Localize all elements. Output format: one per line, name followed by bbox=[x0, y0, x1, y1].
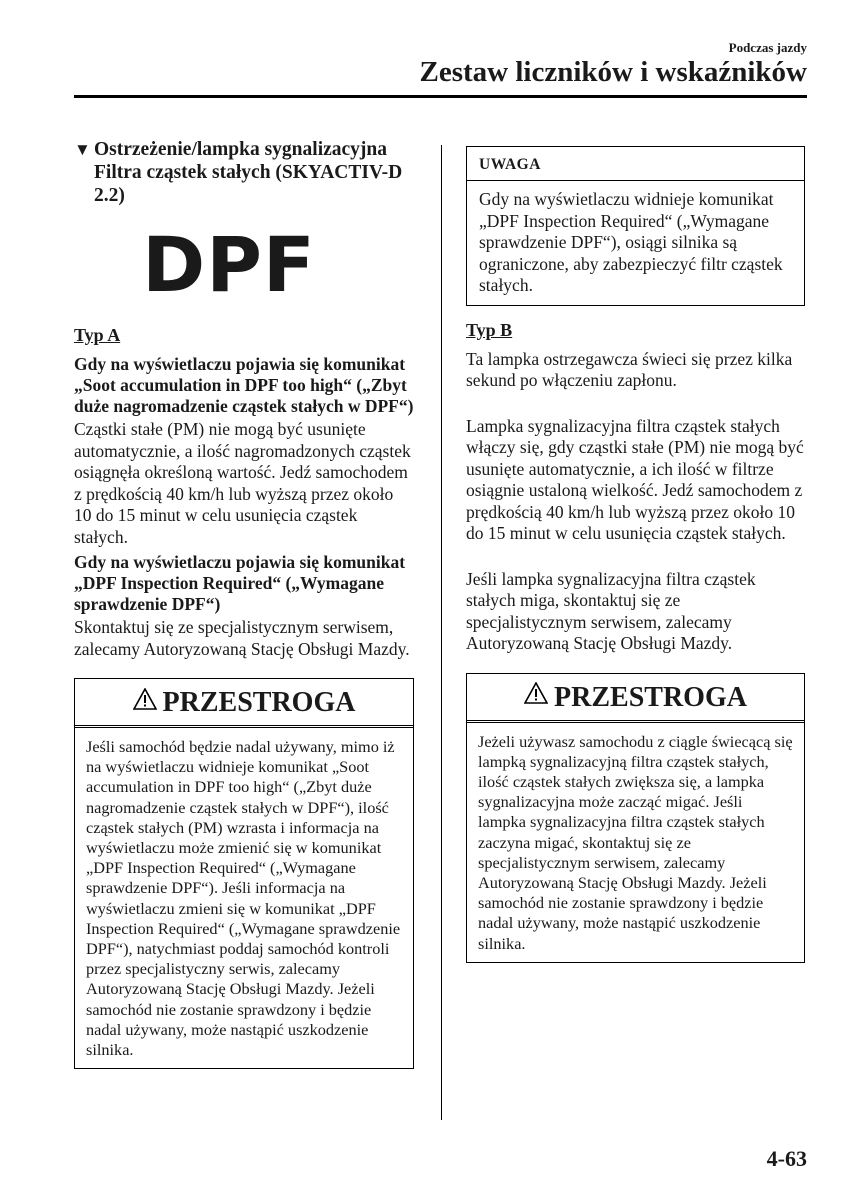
typ-a-label: Typ A bbox=[74, 325, 121, 345]
caution-box-right bbox=[466, 673, 805, 963]
header-rule bbox=[74, 95, 807, 98]
paragraph-blinking: Jeśli lampka sygnalizacyjna filtra cząstek stałych miga, skontaktuj się ze specjalistycznym serwisem, zalecamy Autoryzowaną Stację Obsługi Mazdy. bbox=[466, 568, 756, 653]
note-text: Gdy na wyświetlaczu widnieje komunikat „DPF Inspection Required“ („Wymagane sprawdzenie DPF“), osiągi silnika są ograniczone, aby zabezpieczyć filtr cząstek stałych. bbox=[479, 189, 783, 295]
heading-text: Ostrzeżenie/lampka sygnalizacyjna Filtra cząstek stałych (SKYACTIV-D 2.2) bbox=[94, 139, 403, 206]
section-heading bbox=[74, 138, 414, 207]
left-column bbox=[74, 138, 414, 1069]
spacer bbox=[466, 396, 805, 416]
caution-text: Jeżeli używasz samochodu z ciągle świecącą się lampką sygnalizacyjną filtra cząstek stałych, ilość cząstek stałych zwiększa się, a lampka sygnalizacyjna może zacząć migać. Jeśli lampka sygnalizacyjna filtra cząstek stałych zaczyna migać, skontaktuj się ze specjalistycznym serwisem, zalecamy Autoryzowaną Stację Obsługi Mazdy. Jeżeli samochód nie zostanie sprawdzony i będzie nadal używany, może nastąpić uszkodzenie silnika. bbox=[478, 731, 793, 953]
page-number: 4-63 bbox=[766, 1146, 807, 1171]
right-column bbox=[466, 146, 805, 963]
note-box bbox=[466, 146, 805, 306]
caution-title: PRZESTROGA bbox=[162, 687, 356, 718]
triangle-bullet-icon: ▼ bbox=[74, 140, 91, 159]
section-label: Podczas jazdy bbox=[728, 40, 807, 55]
dpf-symbol: DPF bbox=[142, 220, 316, 309]
caution-header bbox=[75, 679, 413, 728]
note-title: UWAGA bbox=[467, 147, 804, 181]
text-soot: Cząstki stałe (PM) nie mogą być usunięte automatycznie, a ilość nagromadzonych cząstek osiągnęła określoną wartość. Jedź samochodem z prędkością 40 km/h lub wyższą przez około 10 do 15 minut w celu usunięcia cząstek stałych. bbox=[74, 419, 411, 547]
spacer bbox=[466, 549, 805, 569]
caution-title: PRZESTROGA bbox=[554, 681, 747, 713]
column-divider bbox=[441, 145, 442, 1120]
condition-inspection: Gdy na wyświetlaczu pojawia się komunikat „DPF Inspection Required“ („Wymagane sprawdzenie DPF“) bbox=[74, 552, 406, 614]
warning-triangle-icon bbox=[524, 672, 548, 720]
caution-box-left bbox=[74, 678, 414, 1069]
paragraph-ignition: Ta lampka ostrzegawcza świeci się przez kilka sekund po włączeniu zapłonu. bbox=[466, 348, 793, 390]
condition-soot: Gdy na wyświetlaczu pojawia się komunikat „Soot accumulation in DPF too high“ („Zbyt duże nagromadzenie cząstek stałych w DPF“) bbox=[74, 354, 414, 416]
typ-b-label: Typ B bbox=[466, 319, 513, 340]
caution-text: Jeśli samochód będzie nadal używany, mimo iż na wyświetlaczu widnieje komunikat „Soot accumulation in DPF too high“ („Zbyt duże nagromadzenie cząstek stałych w DPF“), ilość cząstek stałych (PM) wzrasta i informacja na wyświetlaczu może zmienić się w komunikat „DPF Inspection Required“ („Wymagane sprawdzenie DPF“). Jeśli informacja na wyświetlaczu zmieni się w komunikat „DPF Inspection Required“ („Wymagane sprawdzenie DPF“), natychmiast poddaj samochód kontroli przez specjalistyczny serwis, zalecamy Autoryzowaną Stację Obsługi Mazdy. Jeżeli samochód nie zostanie sprawdzony i będzie nadal używany, może nastąpić uszkodzenie silnika. bbox=[86, 737, 401, 1060]
warning-triangle-icon bbox=[133, 678, 157, 726]
caution-header bbox=[467, 674, 804, 723]
paragraph-filter: Lampka sygnalizacyjna filtra cząstek stałych włączy się, gdy cząstki stałe (PM) nie mogą być usunięte automatycznie, a ich ilość w filtrze osiągnie ustaloną wielkość. Jedź samochodem z prędkością 40 km/h lub wyższą przez około 10 do 15 minut w celu usunięcia cząstek stałych. bbox=[466, 415, 804, 543]
text-inspection: Skontaktuj się ze specjalistycznym serwisem, zalecamy Autoryzowaną Stację Obsługi Mazdy. bbox=[74, 617, 410, 659]
page-title: Zestaw liczników i wskaźników bbox=[419, 56, 807, 88]
